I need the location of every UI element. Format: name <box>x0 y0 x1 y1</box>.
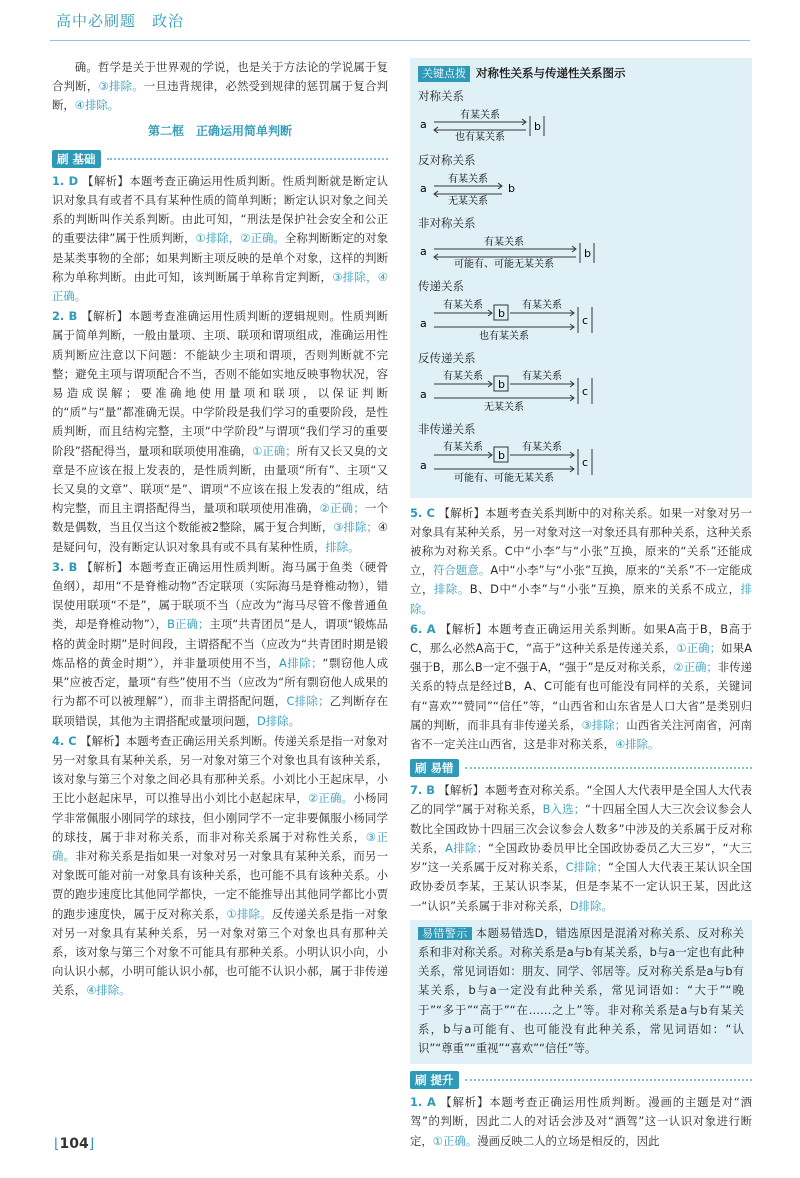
node-a: a <box>420 459 427 473</box>
advance-answer-1 <box>410 1093 752 1151</box>
answer-tag: 排除。 <box>410 582 752 616</box>
answer-tag: 排除。 <box>433 582 470 597</box>
node-b: b <box>584 247 591 261</box>
section-divider <box>465 767 752 769</box>
node-a: a <box>420 316 427 330</box>
answer-tag: ③排除，④正确。 <box>52 269 388 304</box>
answer-text: 【解析】本题考查正确运用关系判断。传递关系是指一对象对另一对象具有某种关系，另一对象对第三个对象也具有该种关系，该对象与第三个对象之间必具有那种关系。小刘比小王起床早，小王比小赵起床早，可以推导出小刘比小赵起床早， <box>52 733 389 806</box>
diagram-label-symmetric: 对称关系 <box>418 89 464 104</box>
relation-label: 有某关系 <box>448 173 488 185</box>
answer-text: 漫画反映二人的立场是相反的，因此 <box>477 1133 660 1148</box>
key-points-header <box>418 64 744 83</box>
intro-text-1: 确。哲学是关于世界观的学说，也是关于方法论的学说属于复合判断， <box>52 60 388 94</box>
answer-text: 所有又长又臭的文章是不应该在报上发表的，是性质判断，由量项“所有”、主项“又长又臭的文章”、联项“是”、谓项“不应该在报上发表的”组成，结构完整，而且主谓搭配得当，量项和联项使用准确， <box>52 443 388 516</box>
section-errors <box>410 758 752 778</box>
section-divider <box>465 1079 752 1081</box>
relation-label: 有某关系 <box>443 299 483 311</box>
answer-tag: D排除。 <box>569 898 613 913</box>
node-b: b <box>498 449 505 463</box>
answer-tag: ④排除。 <box>615 737 660 752</box>
answer-number: 6. A <box>410 621 436 636</box>
answer-tag: ②正确； <box>319 501 365 516</box>
error-tip-box <box>410 920 752 1064</box>
answer-1 <box>52 172 388 306</box>
relation-label: 有某关系 <box>522 299 562 311</box>
section-basics <box>52 149 388 169</box>
answer-text: A中“小李”与“小张”互换，原来的“关系”不一定能成立， <box>410 563 752 597</box>
diagram-antisymmetric <box>418 170 738 206</box>
node-a: a <box>420 245 427 259</box>
answer-text: 【解析】本题考查对称关系。“全国人大代表甲是全国人大代表乙的同学”属于对称关系， <box>410 783 752 817</box>
answer-tag: ③排除； <box>333 520 378 535</box>
relation-label: 也有某关系 <box>479 330 529 341</box>
answer-text: 【解析】本题考查正确运用性质判断。漫画的主题是对“酒驾”的判断，因此二人的对话会涉及对“酒驾”这一认识对象进行断定， <box>410 1095 752 1148</box>
node-a: a <box>420 118 427 132</box>
answer-tag: ③排除； <box>581 717 627 732</box>
answer-tag: C排除； <box>565 860 609 875</box>
relation-label: 无某关系 <box>448 195 488 206</box>
answer-2 <box>52 307 388 557</box>
answer-3 <box>52 558 388 731</box>
intro-text-2: 一旦违背规律，必然受到规律的惩罚属于复合判断， <box>52 79 388 113</box>
section-advance-label: 刷 提升 <box>410 1071 459 1089</box>
answer-text: 全称判断断定的对象是某类事物的全部；如果判断主项反映的是单个对象，这样的判断称为单称判断。由此可知，该判断属于单称肯定判断， <box>52 231 388 284</box>
diagram-label-nontransitive: 非传递关系 <box>418 422 476 437</box>
key-points-title: 对称性关系与传递性关系图示 <box>476 66 626 80</box>
diagram-label-antisymmetric: 反对称关系 <box>418 152 476 167</box>
node-c: c <box>582 385 589 399</box>
diagram-label-nonsymmetric: 非对称关系 <box>418 216 476 231</box>
section-divider <box>107 158 388 160</box>
relation-label: 有某关系 <box>484 237 524 249</box>
intro-tag-1: ③排除。 <box>98 79 144 94</box>
left-column <box>52 58 388 1002</box>
answer-tag: ①正确； <box>676 641 722 656</box>
relation-label: 有某关系 <box>443 371 483 383</box>
answer-text: 小杨同学非常佩服小刚同学的球技，但小刚同学不一定非要佩服小杨同学的球技，属于非对称关系，而非对称关系属于对称性关系， <box>52 791 388 844</box>
key-points-box <box>410 58 752 498</box>
answer-number: 5. C <box>410 505 435 520</box>
answer-tag: ①排除，②正确。 <box>195 231 285 246</box>
answer-number: 1. D <box>52 173 79 188</box>
diagram-label-antitransitive: 反传递关系 <box>418 350 476 365</box>
section-errors-label: 刷 易错 <box>410 759 459 777</box>
node-b: b <box>508 181 515 195</box>
page-number-value: 104 <box>59 1136 89 1152</box>
relation-label: 无某关系 <box>484 402 524 413</box>
answer-tag: ②正确； <box>673 660 718 675</box>
relation-label: 有某关系 <box>522 371 562 383</box>
answer-text: 山西省关注河南省，河南省不一定关注山西省，这是非对称关系， <box>410 717 752 752</box>
answer-text: ④是疑问句，没有断定认识对象具有或不具有某种性质， <box>52 520 389 554</box>
node-c: c <box>582 313 589 327</box>
key-points-tag: 关键点拨 <box>418 66 470 82</box>
answer-text: 主项“共青团员”是人，谓项“锻炼品格的黄金时期”是时间段，主谓搭配不当（应改为“共青团时期是锻炼品格的黄金时期”），并非量项使用不当， <box>52 617 388 670</box>
answer-6 <box>410 620 752 754</box>
answer-tag: ③正确。 <box>52 829 388 863</box>
answer-tag: C排除； <box>286 694 330 709</box>
diagram-transitive <box>418 297 738 341</box>
answer-number: 3. B <box>52 559 78 574</box>
answer-text: 乙判断存在联项错误，其他为主谓搭配或量项问题， <box>52 694 388 728</box>
node-a: a <box>420 388 427 402</box>
answer-text: 【解析】本题考查正确运用性质判断。海马属于鱼类（硬骨鱼纲），却用“不是脊椎动物”否定联项（实际海马是脊椎动物），错误使用联项“不是”，属于联项不当（应改为“海马尽管不像普通鱼类，却是脊椎动物”）， <box>52 559 388 632</box>
relation-label: 可能有、可能无某关系 <box>454 259 554 270</box>
answer-tag: B入选； <box>542 802 585 817</box>
node-b: b <box>534 120 541 134</box>
answer-4 <box>52 732 388 1001</box>
section-advance <box>410 1070 752 1090</box>
answer-tag: 排除。 <box>325 539 360 554</box>
answer-text: “全国政协委员甲比全国政协委员乙大三岁”，“大三岁”这一关系属于反对称关系， <box>410 840 752 875</box>
answer-tag: 符合题意。 <box>432 563 491 578</box>
diagram-nontransitive <box>418 439 738 483</box>
answer-text: “十四届全国人大三次会议参会人数比全国政协十四届三次会议参会人数多”中涉及的关系属于反对称关系， <box>410 802 752 855</box>
answer-text: B、D中“小李”与“小张”互换，原来的关系不成立， <box>469 582 741 597</box>
error-tip-text: 本题易错选D，错选原因是混淆对称关系、反对称关系和非对称关系。对称关系是a与b有某关系，b与a一定也有此种关系，常见词语如：朋友、同学、邻居等。反对称关系是a与b有某关系，b与a一定没有此种关系，常见词语如：“大于”“晚于”“多于”“高于”“在……之上”等。非对称关系是a与b有某关系，b与a可能有、也可能没有此种关系，常见词语如：“认识”“尊重”“重视”“喜欢”“信任”等。 <box>418 925 744 1055</box>
answer-tag: A排除； <box>279 655 323 670</box>
header-title: 高中必刷题 政治 <box>56 12 185 30</box>
diagram-label-transitive: 传递关系 <box>418 279 464 294</box>
page-header <box>0 0 800 44</box>
error-tip-tag: 易错警示 <box>418 927 472 940</box>
diagram-symmetric <box>418 106 738 142</box>
diagram-antitransitive <box>418 368 738 412</box>
intro-paragraph <box>52 58 388 116</box>
answer-tag: ④排除。 <box>86 983 131 998</box>
relation-label: 有某关系 <box>443 442 483 454</box>
answer-number: 4. C <box>52 733 77 748</box>
answer-tag: ①排除。 <box>226 906 272 921</box>
answer-text: “全国人大代表王某认识全国政协委员李某，王某认识李某，但是李某不一定认识王某，因此这一“认识”关系属于非对称关系， <box>410 860 752 913</box>
answer-number: 7. B <box>410 783 435 798</box>
diagram-nonsymmetric <box>418 233 738 269</box>
answer-number: 1. A <box>410 1095 436 1110</box>
answer-text: 非对称关系是指如果一对象对另一对象具有某种关系，而另一对象既可能对前一对象具有该种关系，也可能不具有该种关系。小贾的跑步速度比其他同学都快，一定不能推导出其他同学都比小贾的跑步速度快，属于反对称关系， <box>52 848 388 921</box>
answer-text: 如果A强于B，那么B一定不强于A，“强于”是反对称关系， <box>410 641 752 675</box>
relation-label: 有某关系 <box>460 110 500 122</box>
answer-7 <box>410 781 752 915</box>
answer-text: 反传递关系是指一对象对另一对象具有某种关系，另一对象对第三个对象也具有那种关系，该对象与第三个对象不可能具有那种关系。小明认识小向，小向认识小郝，小明可能认识小郝，也可能不认识小郝，属于非传递关系， <box>52 906 388 998</box>
answer-text: 一个数是偶数，当且仅当这个数能被2整除，属于复合判断， <box>52 501 388 535</box>
answer-text: 非传递关系的特点是经过B，A、C可能有也可能没有同样的关系，关键词有“喜欢”“赞同”“信任”等，“山西省和山东省是人口大省”是类别归属的判断，而非具有非传递关系， <box>410 660 752 732</box>
node-b: b <box>498 306 505 320</box>
answer-5 <box>410 504 752 619</box>
answer-tag: ①正确； <box>252 443 297 458</box>
answer-tag: ①正确。 <box>432 1133 478 1148</box>
answer-text: “剽窃他人成果”应被否定，量项“有些”使用不当（应改为“所有剽窃他人成果的行为都不可以被理解”），而非主谓搭配问题， <box>52 655 388 709</box>
answer-text: 【解析】本题考查正确运用性质判断。性质判断就是断定认识对象具有或者不具有某种性质的简单判断；断定认识对象之间关系的判断叫作关系判断。由此可知，“刑法是保护社会安全和公正的重要法律”属于性质判断， <box>52 173 388 246</box>
answer-text: 【解析】本题考查准确运用性质判断的逻辑规则。性质判断属于简单判断，一般由量项、主项、联项和谓项组成，准确运用性质判断应注意以下问题：不能缺少主项和谓项，否则判断就不完整；避免主项与谓项配合不当，否则不能如实地反映事物状况，容易造成误解；要准确地使用量项和联项，以保证判断的“质”与“量”都准确无误。中学阶段是我们学习的重要阶段，是性质判断，而且结构完整，主项“中学阶段”与谓项“我们学习的重要阶段”搭配得当，量项和联项使用准确， <box>52 309 388 458</box>
answer-tag: B正确； <box>167 617 210 632</box>
node-a: a <box>420 181 427 195</box>
answer-tag: A排除； <box>445 840 488 855</box>
answer-tag: D排除。 <box>257 713 300 728</box>
answer-tag: ②正确。 <box>307 791 354 806</box>
intro-tag-2: ④排除。 <box>74 98 120 113</box>
relation-label: 可能有、可能无某关系 <box>454 473 554 484</box>
node-c: c <box>582 456 589 470</box>
header-divider <box>50 40 750 41</box>
section-basics-label: 刷 基础 <box>52 150 101 168</box>
right-column <box>410 58 752 1152</box>
answer-text: 【解析】本题考查正确运用关系判断。如果A高于B，B高于C，那么必然A高于C，“高于”这种关系是传递关系， <box>410 621 752 656</box>
answer-text: 【解析】本题考查关系判断中的对称关系。如果一对象对另一对象具有某种关系，另一对象对这一对象还具有那种关系，这种关系被称为对称关系。C中“小李”与“小张”互换，原来的“关系”还能成立， <box>410 505 752 578</box>
relation-label: 也有某关系 <box>455 132 505 143</box>
node-b: b <box>498 378 505 392</box>
answer-number: 2. B <box>52 309 78 324</box>
relation-label: 有某关系 <box>522 442 562 454</box>
page-number: ⌊104⌋ <box>54 1136 95 1152</box>
lesson-subheading: 第二框 正确运用简单判断 <box>147 123 292 138</box>
